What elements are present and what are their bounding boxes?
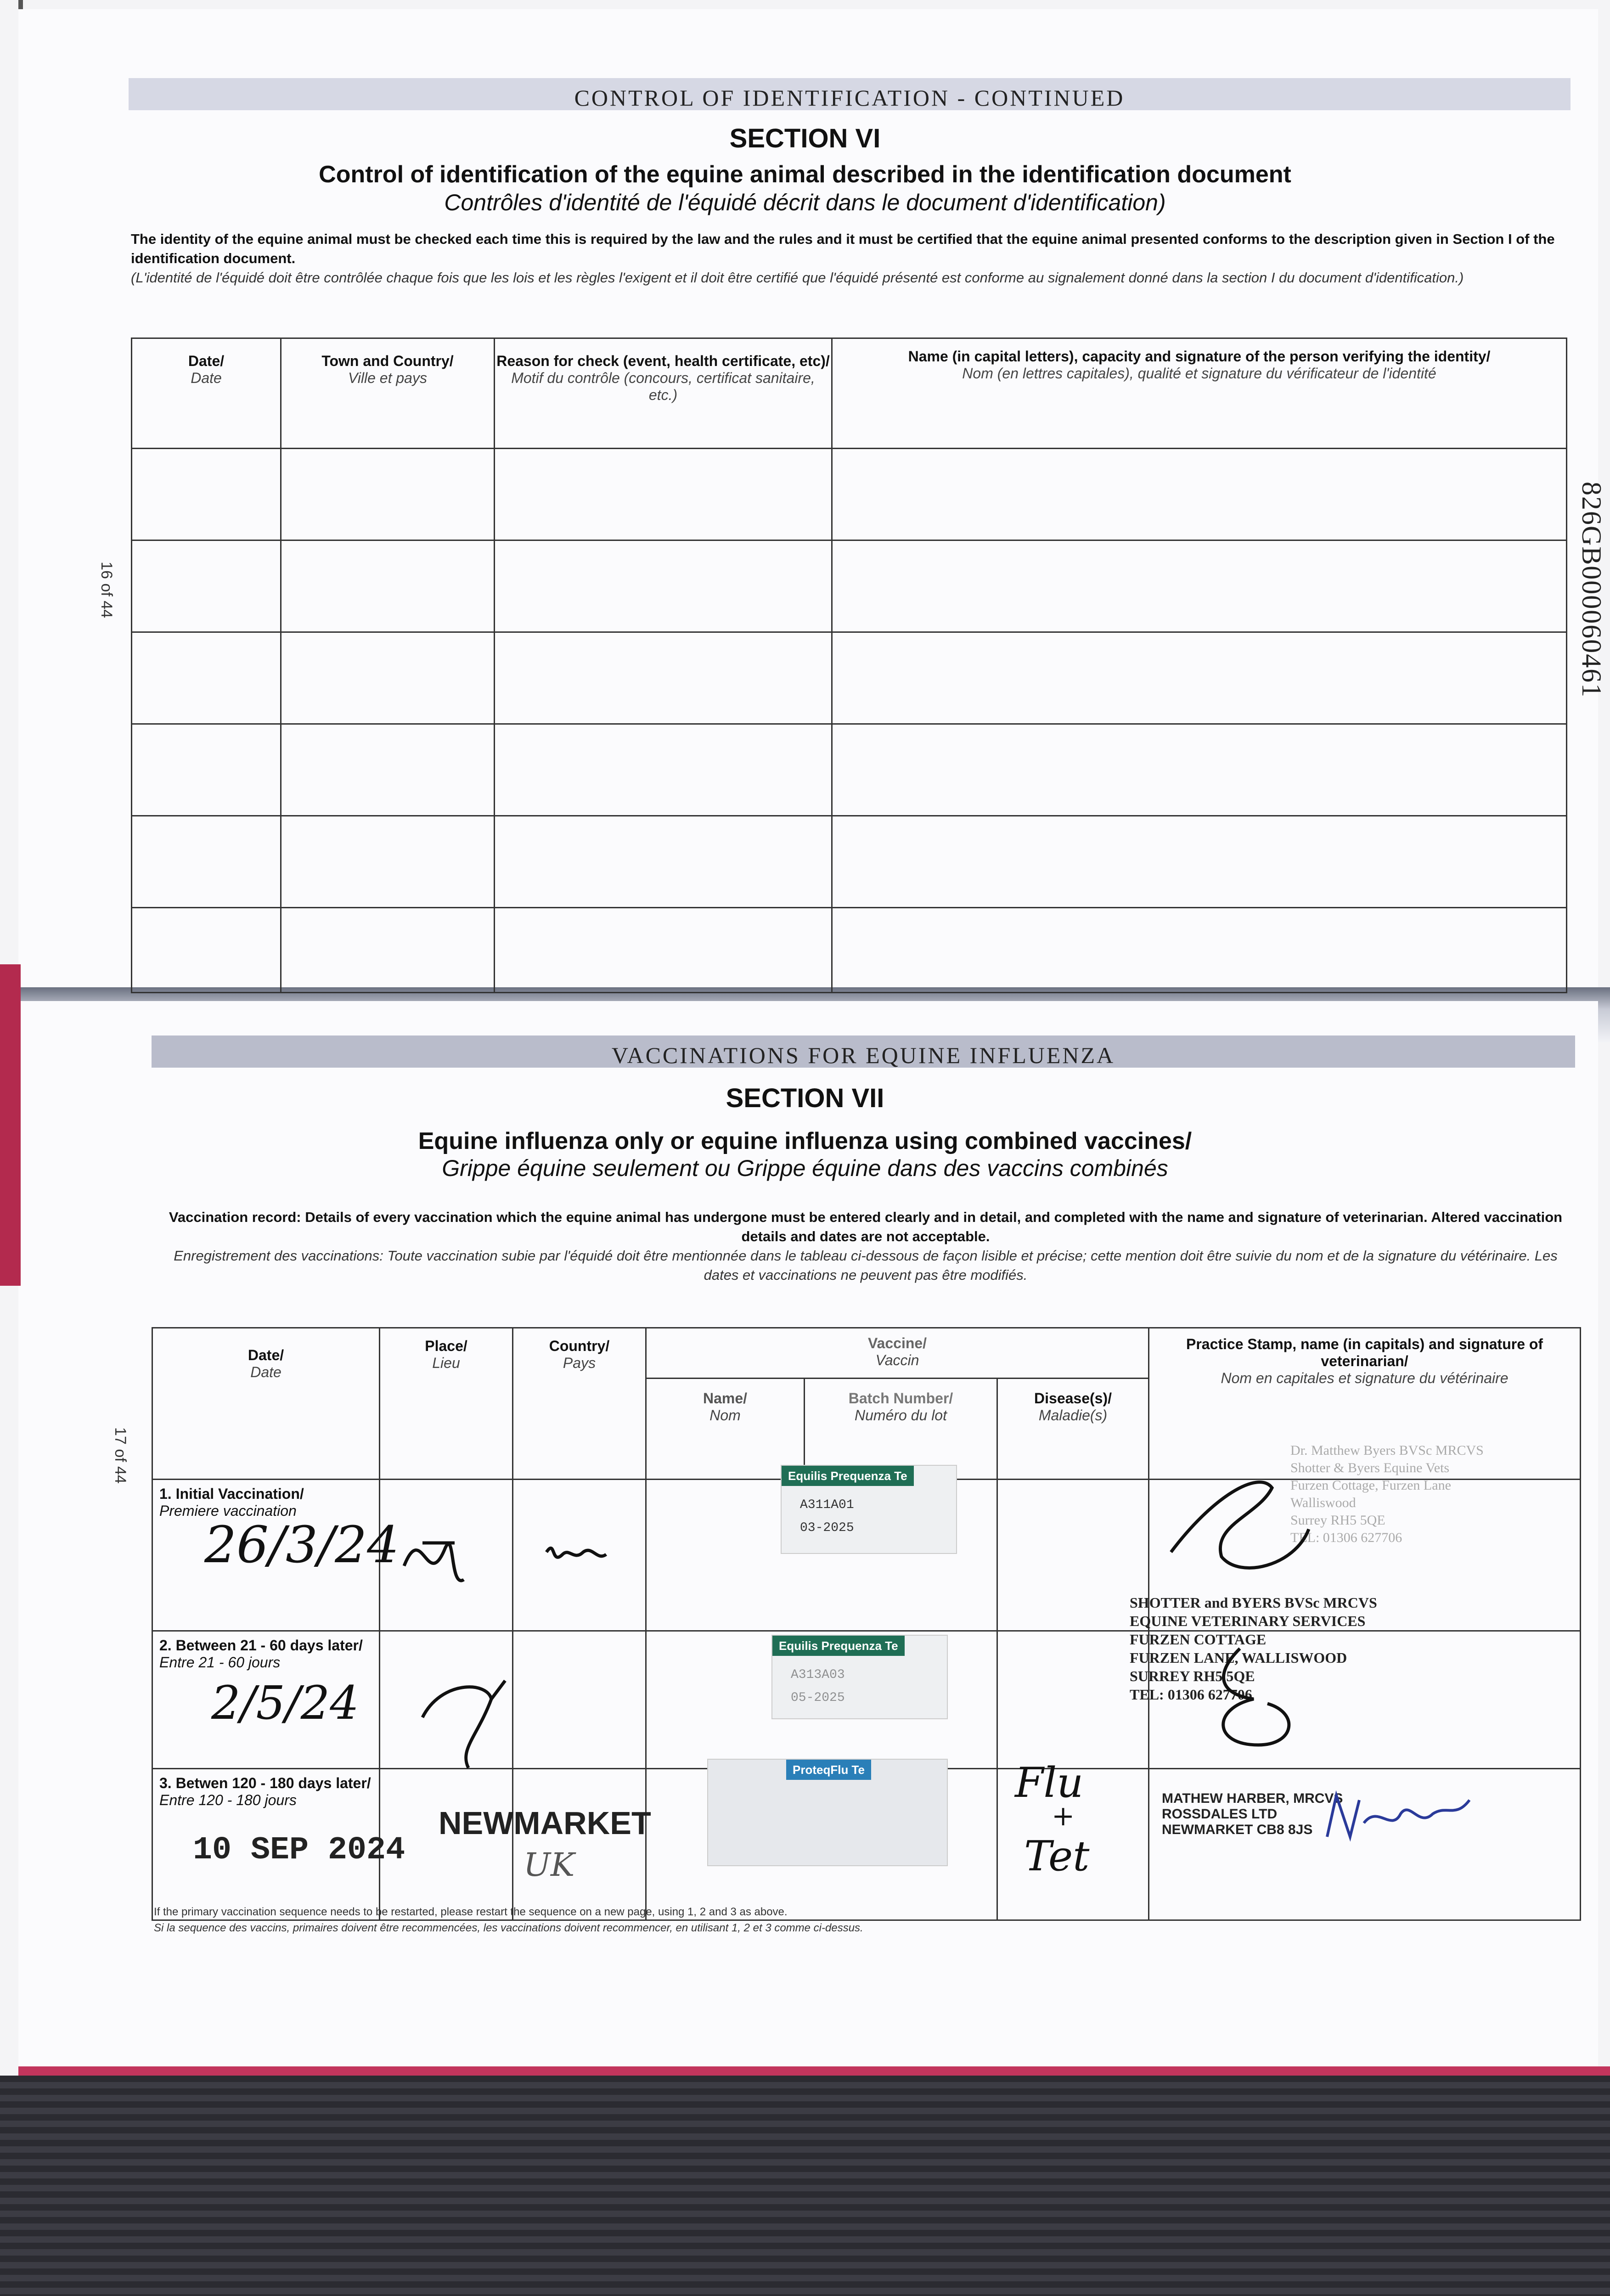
record-fr: Enregistrement des vaccinations: Toute vaccination subie par l'équidé doit être mentionnée dans le tableau ci-dessous de façon lisible et précise; cette mention doit être suivie du nom et de la signature du vétérinaire. Les dates et vaccinations ne peuvent pas être modifiés. xyxy=(174,1248,1558,1283)
section-heading-vii: SECTION VII xyxy=(726,1083,884,1113)
section-band xyxy=(129,78,1571,110)
table-row xyxy=(132,816,1567,908)
col-date: Date/ Date xyxy=(132,338,281,449)
col-place: Place/ Lieu xyxy=(380,1328,513,1480)
col-verifier: Name (in capital letters), capacity and signature of the person verifying the identity/ Nom (en lettres capitales), qualité et signature du vérificateur de l'identité xyxy=(832,338,1567,449)
row-1-date: 26/3/24 xyxy=(204,1515,400,1574)
sticker-brand: Equilis Prequenza Te xyxy=(772,1636,905,1656)
sticker-exp: 05-2025 xyxy=(791,1691,845,1705)
vax-header-row-1 xyxy=(152,1328,1581,1379)
row-3-vaccine-sticker xyxy=(707,1759,948,1866)
row-3-date: 10 SEP 2024 xyxy=(193,1832,405,1868)
table-row xyxy=(132,908,1567,993)
table-row xyxy=(132,632,1567,724)
col-vaccine-name: Name/ Nom xyxy=(646,1379,805,1480)
band-title-vaccinations: VACCINATIONS FOR EQUINE INFLUENZA xyxy=(611,1042,1115,1068)
intro-fr: (L'identité de l'équidé doit être contrôlée chaque fois que les lois et les règles l'exigent et il doit être certifié que l'équidé présenté est conforme au signalement donné dans la section I du document d'identification.) xyxy=(131,270,1464,286)
record-en: Vaccination record: Details of every vaccination which the equine animal has undergone must be entered clearly and in detail, and completed with the name and signature of veterinarian. Altered vaccination details and dates are not acceptable. xyxy=(169,1209,1563,1244)
col-practice-stamp: Practice Stamp, name (in capitals) and signature of veterinarian/ Nom en capitales et signature du vétérinaire xyxy=(1149,1328,1581,1480)
table-header-row xyxy=(132,338,1567,449)
row-3-vet-signature xyxy=(1323,1786,1479,1851)
col-reason: Reason for check (event, health certificate, etc)/ Motif du contrôle (concours, certificat sanitaire, etc.) xyxy=(495,338,832,449)
intro-paragraph xyxy=(131,230,1564,287)
row-1-practice-stamp: Dr. Matthew Byers BVSc MRCVS Shotter & Byers Equine Vets Furzen Cottage, Furzen Lane Walliswood Surrey RH5 5QE TEL: 01306 627706 xyxy=(1290,1443,1484,1545)
title-en: Control of identification of the equine animal described in the identification document xyxy=(319,161,1291,188)
row-3-place: NEWMARKET xyxy=(439,1805,651,1841)
document-serial: 826GB000060461 xyxy=(1576,481,1607,698)
row-1-place-country-scribble xyxy=(395,1511,652,1603)
vaccine-title-en: Equine influenza only or equine influenza using combined vaccines/ xyxy=(418,1128,1192,1154)
section-band-vaccinations xyxy=(152,1035,1575,1068)
row-2-practice-stamp: SHOTTER and BYERS BVSc MRCVS EQUINE VETERINARY SERVICES FURZEN COTTAGE FURZEN LANE, WALLISWOOD SURREY RH5 5QE TEL: 01306 627706 xyxy=(1130,1594,1377,1703)
sticker-exp: 03-2025 xyxy=(800,1521,854,1535)
sticker-lot: A313A03 xyxy=(791,1668,845,1682)
page-number-17: 17 of 44 xyxy=(111,1427,129,1484)
footnote-en: If the primary vaccination sequence needs to be restarted, please restart the sequence on a new page, using 1, 2 and 3 as above. xyxy=(154,1906,788,1918)
col-vaccine: Vaccine/ Vaccin xyxy=(646,1328,1149,1379)
row-1-label: 1. Initial Vaccination/ Premiere vaccination xyxy=(152,1480,380,1631)
sticker-brand: Equilis Prequenza Te xyxy=(782,1466,914,1486)
vaccination-record-text xyxy=(156,1208,1575,1285)
page-number-16: 16 of 44 xyxy=(97,562,115,618)
footnote-fr: Si la sequence des vaccins, primaires doivent être recommencées, les vaccinations doivent recommencer, en utilisant 1, 2 et 3 comme ci-dessus. xyxy=(154,1922,863,1934)
row-2-place-scribble xyxy=(413,1662,551,1777)
col-date: Date/ Date xyxy=(152,1328,380,1480)
row-1-vaccine-sticker xyxy=(781,1465,957,1554)
row-2-date: 2/5/24 xyxy=(211,1676,359,1730)
section-heading: SECTION VI xyxy=(729,124,881,153)
row-3-practice-stamp: MATHEW HARBER, MRCVS ROSSDALES LTD NEWMARKET CB8 8JS xyxy=(1162,1791,1343,1837)
intro-en: The identity of the equine animal must be checked each time this is required by the law and the rules and it must be certified that the equine animal presented conforms to the description given in Section I of the identification document. xyxy=(131,231,1555,266)
row-3-country: UK xyxy=(524,1846,575,1884)
col-diseases: Disease(s)/ Maladie(s) xyxy=(997,1379,1149,1480)
row-1-vet-signature xyxy=(1157,1460,1341,1580)
col-town-country: Town and Country/ Ville et pays xyxy=(281,338,495,449)
table-row xyxy=(132,449,1567,540)
col-batch-number: Batch Number/ Numéro du lot xyxy=(805,1379,997,1480)
row-3-disease-1: Flu xyxy=(1015,1759,1084,1807)
vaccine-title-fr: Grippe équine seulement ou Grippe équine dans des vaccins combinés xyxy=(442,1155,1168,1181)
row-3-label: 3. Betwen 120 - 180 days later/ Entre 120 - 180 jours xyxy=(152,1769,380,1920)
sticker-lot: A311A01 xyxy=(800,1498,854,1512)
row-2-vet-signature xyxy=(1194,1639,1332,1759)
cover-binding xyxy=(0,2076,1610,2296)
row-2-vaccine-sticker xyxy=(771,1635,948,1719)
title-fr: Contrôles d'identité de l'équidé décrit dans le document d'identification) xyxy=(444,190,1166,215)
table-row xyxy=(132,540,1567,632)
identification-table xyxy=(131,338,1567,993)
col-country: Country/ Pays xyxy=(513,1328,646,1480)
red-cover-edge xyxy=(0,964,21,1286)
row-3-disease-3: Tet xyxy=(1024,1832,1090,1880)
row-2-label: 2. Between 21 - 60 days later/ Entre 21 - 60 jours xyxy=(152,1631,380,1769)
table-row xyxy=(132,724,1567,816)
row-3-disease-2: + xyxy=(1052,1800,1075,1832)
sticker-brand: ProteqFlu Te xyxy=(786,1760,871,1780)
band-title: CONTROL OF IDENTIFICATION - CONTINUED xyxy=(574,85,1125,111)
